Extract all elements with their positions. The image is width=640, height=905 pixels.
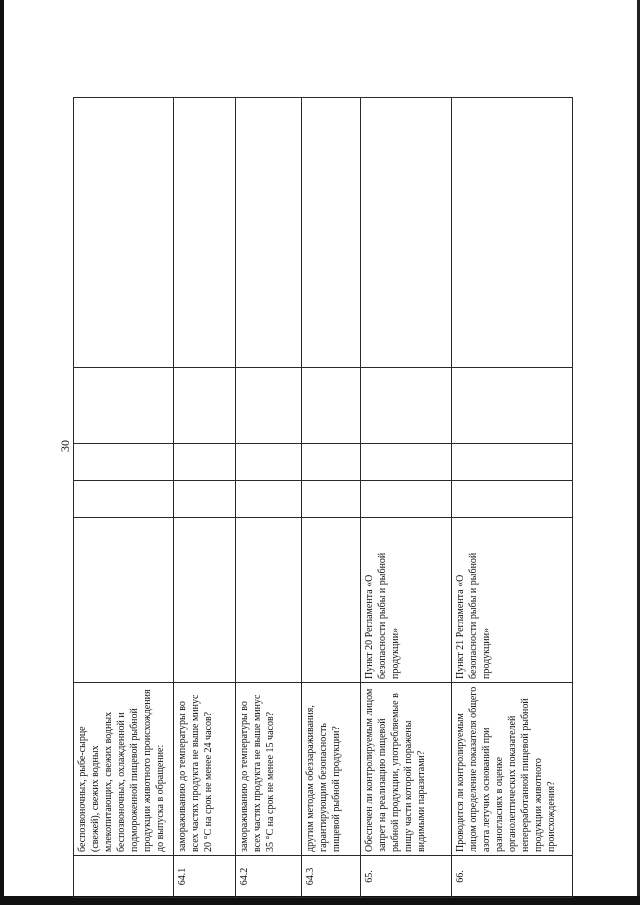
note-cell bbox=[74, 98, 174, 368]
question-cell: другим методам обеззараживания, гарантирующим безопасность пищевой рыбной продукции? bbox=[301, 683, 360, 856]
question-cell: замораживанию до температуры во всех частях продукта не выше минус 20 °С на срок не менее 24 часов? bbox=[173, 683, 235, 856]
note-cell bbox=[173, 98, 235, 368]
reference-cell bbox=[173, 518, 235, 683]
reference-cell: Пункт 20 Регламента «О безопасности рыбы и рыбной продукции» bbox=[360, 518, 451, 683]
not-applicable-cell bbox=[301, 368, 360, 444]
row-number bbox=[74, 856, 174, 898]
row-number: 66. bbox=[452, 856, 573, 898]
not-applicable-cell bbox=[452, 368, 573, 444]
table-row bbox=[452, 98, 573, 898]
answer-yes-cell bbox=[236, 481, 301, 518]
not-applicable-cell bbox=[236, 368, 301, 444]
answer-no-cell bbox=[452, 444, 573, 481]
answer-no-cell bbox=[236, 444, 301, 481]
note-cell bbox=[360, 98, 451, 368]
question-cell: замораживанию до температуры во всех частях продукта не выше минус 35 °С на срок не менее 15 часов? bbox=[236, 683, 301, 856]
table-row bbox=[173, 98, 235, 898]
question-cell: беспозвоночных, рыбе-сырце (свежей), свежих водных млекопитающих, свежих водных беспозвоночных, охлажденной и подмороженной пищевой рыбной продукции животного происхождения до выпуска в обращение: bbox=[74, 683, 174, 856]
row-number: 64.1 bbox=[173, 856, 235, 898]
note-cell bbox=[452, 98, 573, 368]
answer-yes-cell bbox=[360, 481, 451, 518]
answer-yes-cell bbox=[452, 481, 573, 518]
row-number: 64.3 bbox=[301, 856, 360, 898]
not-applicable-cell bbox=[74, 368, 174, 444]
answer-yes-cell bbox=[74, 481, 174, 518]
answer-yes-cell bbox=[173, 481, 235, 518]
reference-cell bbox=[74, 518, 174, 683]
note-cell bbox=[301, 98, 360, 368]
answer-no-cell bbox=[74, 444, 174, 481]
answer-no-cell bbox=[301, 444, 360, 481]
note-cell bbox=[236, 98, 301, 368]
question-cell: Проводится ли контролируемым лицом определение показателя общего азота летучих оснований при разногласиях в оценке органолептических показателей непереработанной пищевой рыбной продукции животного происхождения? bbox=[452, 683, 573, 856]
page-number: 30 bbox=[58, 440, 72, 452]
reference-cell bbox=[236, 518, 301, 683]
answer-no-cell bbox=[173, 444, 235, 481]
answer-yes-cell bbox=[301, 481, 360, 518]
row-number: 64.2 bbox=[236, 856, 301, 898]
table-row bbox=[236, 98, 301, 898]
checklist-table bbox=[73, 98, 573, 898]
not-applicable-cell bbox=[360, 368, 451, 444]
question-cell: Обеспечен ли контролируемым лицом запрет на реализацию пищевой рыбной продукции, употребляемые в пищу части которой поражены видимыми паразитами? bbox=[360, 683, 451, 856]
reference-cell bbox=[301, 518, 360, 683]
table-row bbox=[74, 98, 174, 898]
not-applicable-cell bbox=[173, 368, 235, 444]
reference-cell: Пункт 21 Регламента «О безопасности рыбы и рыбной продукции» bbox=[452, 518, 573, 683]
table-row bbox=[301, 98, 360, 898]
row-number: 65. bbox=[360, 856, 451, 898]
scan-edge-left bbox=[0, 0, 4, 905]
table-row bbox=[360, 98, 451, 898]
answer-no-cell bbox=[360, 444, 451, 481]
